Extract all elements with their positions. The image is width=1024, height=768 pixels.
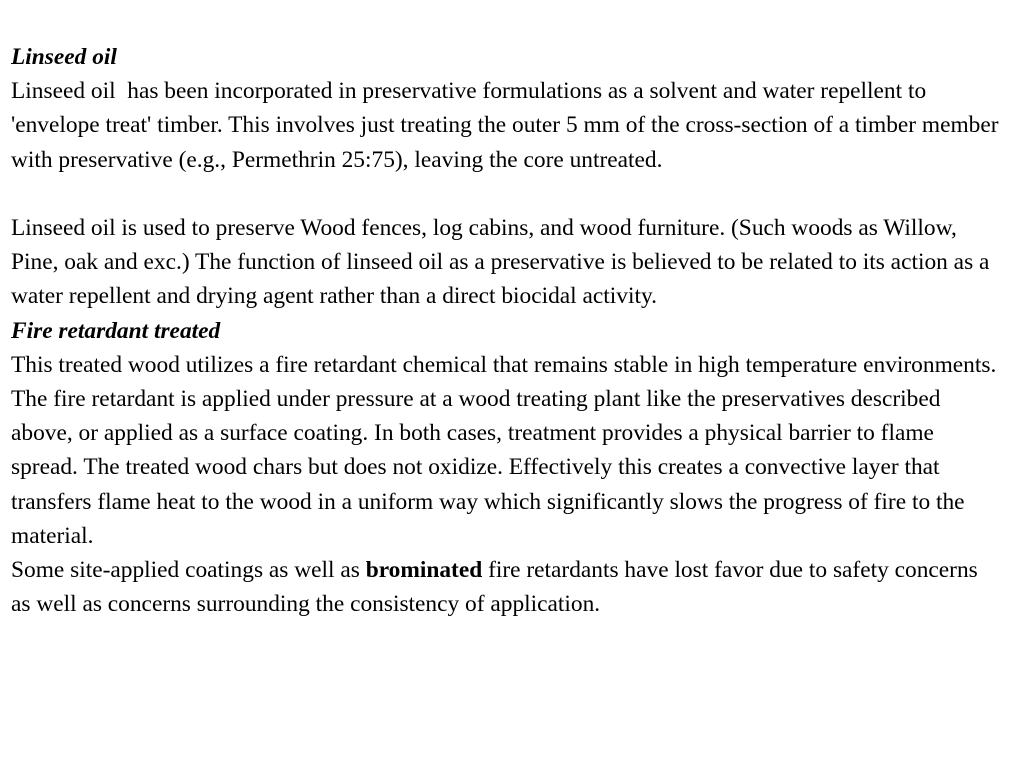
fire-retardant-heading: Fire retardant treated — [11, 317, 221, 344]
slide-content — [11, 40, 1005, 621]
paragraph-spacer — [11, 177, 1001, 211]
fire-retardant-paragraph-2 — [11, 553, 1001, 621]
fire-retardant-paragraph-1: This treated wood utilizes a fire retardant chemical that remains stable in high temperature environments. The fire retardant is applied under pressure at a wood treating plant like the preservatives described above, or applied as a surface coating. In both cases, treatment provides a physical barrier to flame spread. The treated wood chars but does not oxidize. Effectively this creates a convective layer that transfers flame heat to the wood in a uniform way which significantly slows the progress of fire to the material. — [11, 351, 1002, 549]
fire-retardant-paragraph-2-start: Some site-applied coatings as well as — [11, 557, 366, 584]
brominated-term: brominated — [365, 557, 483, 584]
linseed-oil-paragraph-2: Linseed oil is used to preserve Wood fences, log cabins, and wood furniture. (Such woods as Willow, Pine, oak and exc.) The function of linseed oil as a preservative is believed to be related to its action as a water repellent and drying agent rather than a direct biocidal activity. — [11, 215, 996, 310]
fire-retardant-paragraph-2-end: fire retardants have lost favor due to safety concerns as well as concerns surrounding the consistency of application. — [11, 557, 984, 618]
linseed-oil-paragraph-1: Linseed oil has been incorporated in preservative formulations as a solvent and water repellent to 'envelope treat' timber. This involves just treating the outer 5 mm of the cross-section of a timber member with preservative (e.g., Permethrin 25:75), leaving the core untreated. — [11, 78, 1005, 173]
linseed-oil-heading: Linseed oil — [11, 44, 117, 70]
